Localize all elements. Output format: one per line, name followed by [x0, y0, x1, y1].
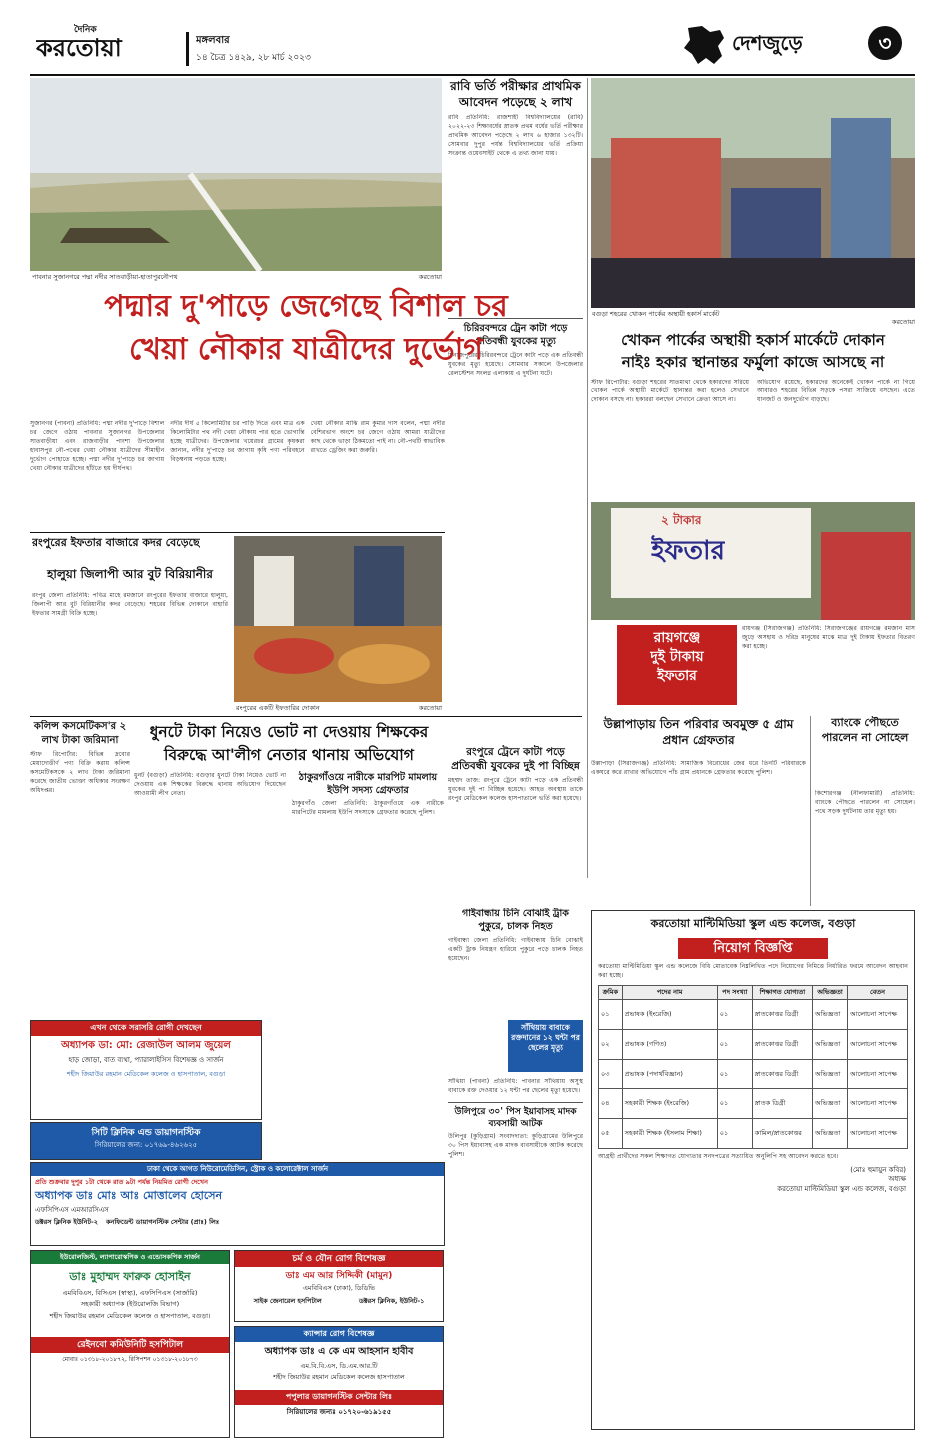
khokon-body-2: অভিযোগ রয়েছে, হকারদের অনেকেই খোকন পার্কে না গিয়ে আবারও শহরের বিভিন্ন সড়কে পসরা সাজিয়ে বসছেন। এতে যানজট ও জনদুর্ভোগ বাড়ছে। — [757, 378, 915, 404]
raiganj-headline-1: রায়গঞ্জে — [653, 630, 701, 646]
two-taka-iftar-photo — [591, 502, 915, 620]
raiganj-headline-2: দুই টাকায় — [650, 648, 704, 665]
ulipur-headline: উলিপুরে ৩০' পিস ইয়াবাসহ মাদক ব্যবসায়ী আটক — [448, 1102, 583, 1130]
hawkers-photo-credit: করতোয়া — [891, 318, 915, 326]
notice-footer: আগ্রহী প্রার্থীদের সকল শিক্ষাগত যোগ্যতার সনদপত্রের সত্যায়িত অনুলিপি সহ আবেদন করতে হবে। — [598, 1152, 839, 1160]
notice-table-cell: আলোচনা সাপেক্ষ — [848, 1089, 908, 1119]
page-number: ৩ — [868, 26, 902, 60]
collins-story — [30, 720, 130, 1010]
notice-table-cell: অভিজ্ঞতা — [813, 1119, 848, 1149]
ad3-title: ঢাকা থেকে আগত নিউরোমেডিসিন, স্ট্রোক ও কলোরেক্টাল সার্জন — [31, 1163, 444, 1176]
main-headline-block — [30, 284, 582, 414]
ad4-clinic2: ডক্টরস ক্লিনিক, ইউনিট-১ — [358, 1297, 425, 1306]
notice-table-cell: ০১ — [717, 1000, 752, 1030]
two-taka-banner-top: ২ টাকার — [661, 513, 702, 527]
ad6-title: ক্যান্সার রোগ বিশেষজ্ঞ — [235, 1327, 443, 1342]
khokon-body: স্টাফ রিপোর্টার: বগুড়া শহরের সাতমাথা থেকে হকারদের সরিয়ে খোকন পার্কে অস্থায়ী মার্কেটে স্থানান্তর করা হলেও সেখানে দোকান বসছে না। হকাররা বলছেন সেখানে ক্রেতা আসে না। — [591, 378, 749, 404]
ad-skin-specialist — [234, 1250, 444, 1322]
rangpur-headline: হালুয়া জিলাপী আর বুট বিরিয়ানীর — [47, 567, 213, 581]
ullapara-headline: উল্লাপাড়ায় তিন পরিবার অবমুক্ত ৫ গ্রাম প্রধান গ্রেফতার — [603, 717, 794, 748]
notice-table-cell: ০৫ — [599, 1119, 623, 1149]
main-story-col3: খেয়া নৌকার মাঝি রাম কুমার দাস বলেন, পদ্মা নদীর বেশিরভাগ অংশে চর জেগে ওঠায় আমরা যাত্রীদের কাছ থেকে ভাড়া ঠিকমতো পাই না। নৌ-পথটি স্বাভাবিক রাখতে ড্রেজিং করা জরুরি। — [310, 420, 445, 454]
notice-table-cell: ০১ — [599, 1000, 623, 1030]
collins-headline: কলিন্স কসমেটিকস'র ২ লাখ টাকা জরিমানা — [33, 721, 127, 746]
iftar-photo-credit: করতোয়া — [418, 704, 442, 712]
paper-logo-title: করতোয়া — [36, 33, 122, 63]
dhunat-headline-2: বিরুদ্ধে আ'লীগ নেতার থানায় অভিযোগ — [164, 744, 414, 764]
padma-photo-caption: পাবনার সুজানগরে পদ্মা নদীর সাতবাড়ীয়া-হাতাপুরনৌপথ — [32, 273, 178, 281]
notice-table-cell: প্রভাষক (ইংরেজি) — [622, 1000, 717, 1030]
ad1-name: অধ্যাপক ডা: মো: রেজাউল আলম জুয়েল — [61, 1039, 231, 1051]
rabi-headline: রাবি ভর্তি পরীক্ষার প্রাথমিক আবেদন পড়েছে ২ লাখ — [450, 79, 581, 110]
notice-table-header: পদের নাম — [622, 986, 717, 1000]
ad3-deg: এফসিপিএস এমআরসিএস — [35, 1206, 109, 1215]
main-story-col2: নদীর দীর্ঘ ৫ কিলোমিটার চর পাড়ি দিতে এবং মাত্র এক কিলোমিটার পথ নদী খেয়া নৌকায় পার হতে ভোগান্তি হচ্ছে যাত্রীদের। উপজেলার খয়েরচর গ্রামের কৃষকরা জানান, নদীর দু'পাড়ে চর জাগায় কৃষি পণ্য পরিবহনে বিড়ম্বনায় পড়তে হচ্ছে। — [170, 420, 305, 463]
ad1-title: এখন থেকে সরাসরি রোগী দেখছেন — [31, 1021, 261, 1036]
main-headline-1: পদ্মার দু'পাড়ে জেগেছে বিশাল চর — [104, 289, 508, 324]
notice-title: নিয়োগ বিজ্ঞপ্তি — [678, 938, 828, 960]
raiganj-headline-box — [617, 625, 737, 705]
notice-table-header: ক্রমিক — [599, 986, 623, 1000]
main-story-col1: সুজানগর (পাবনা) প্রতিনিধি: পদ্মা নদীর দু'পাড়ে বিশাল চর জেগে ওঠায় পাবনার সুজানগর উপজেলার সাতবাড়ীয়া এবং রাজবাড়ীর পাংশা উপজেলার হাবাসপুর নৌ-পথের খেয়া নৌকার যাত্রীদের সীমাহীন দুর্ভোগ পোহাতে হচ্ছে। পদ্মা নদীর দু'পাড়ে চর জাগায় খেয়া নৌকার যাত্রীদের হাঁটতে হয় দীর্ঘপথ। — [30, 420, 165, 472]
notice-table-row — [599, 1119, 908, 1149]
notice-table-cell: ০৩ — [599, 1059, 623, 1089]
sathia-headline: সাঁথিয়ায় বাবাকে রক্তদানের ১২ ঘন্টা পর ছেলের মৃত্যু — [511, 1023, 580, 1053]
iftar-photo-caption: রংপুরের একটি ইফতারির দোকান — [236, 704, 320, 712]
padma-river-photo — [30, 78, 442, 271]
notice-table-cell: অভিজ্ঞতা — [813, 1059, 848, 1089]
ad4-name: ডাঃ এম আর সিদ্দিকী (মামুন) — [285, 1271, 393, 1282]
rail-story — [448, 745, 583, 895]
khokon-story — [591, 330, 915, 500]
dhunat-body: ধুনট (বগুড়া) প্রতিনিধি: বগুড়ার ধুনটে টাকা নিয়েও ভোট না দেওয়ায় এক শিক্ষকের বিরুদ্ধে থানায় অভিযোগ দিয়েছেন আওয়ামী লীগ নেতা। — [134, 771, 286, 797]
ad3-time: প্রতি শুক্রবার দুপুর ১টা থেকে রাত ৯টা পর্যন্ত নিয়মিত রোগী দেখেন — [35, 1178, 208, 1187]
hawkers-photo-caption: বগুড়া শহরের খোকন পার্কের অস্থায়ী হকার্স মার্কেট — [592, 310, 720, 318]
notice-table-header: শিক্ষাগত যোগ্যতা — [752, 986, 812, 1000]
notice-table-cell: স্নাতক ডিগ্রী — [752, 1089, 812, 1119]
thakurgaon-headline: ঠাকুরগাঁওয়ে নারীকে মারপিট মামলায় ইউপি সদস্য গ্রেফতার — [298, 771, 438, 796]
ad-mottaleb-hossain — [30, 1162, 445, 1246]
chirirbandar-body: দিনাজপুরের চিরিরবন্দরে ট্রেনে কাটা পড়ে এক প্রতিবন্ধী যুবকের মৃত্যু হয়েছে। সোমবার সকালে উপজেলার রেলস্টেশন সংলগ্ন এলাকায় এ দুর্ঘটনা ঘটে। — [448, 352, 583, 377]
ad5-phone: মোবাঃ ০১৩১৮-২০১৮৭২, রিসিপশন ০১৩১৮-২০১৮৭৩ — [62, 1356, 198, 1364]
notice-table-cell: স্নাতকোত্তর ডিগ্রী — [752, 1029, 812, 1059]
paper-logo — [36, 24, 176, 70]
ad6-deg: এম.বি.বি.এস, ডি.এম.আর.টি — [300, 1361, 378, 1370]
collins-body: স্টাফ রিপোর্টার: বিভিন্ন দ্রব্যের মেয়াদোত্তীর্ণ পণ্য বিক্রি করায় কলিন্স কসমেটিকসকে ২ লাখ টাকা জরিমানা করেছে জাতীয় ভোক্তা অধিকার সংরক্ষণ অধিদপ্তর। — [30, 751, 130, 794]
notice-table-cell: ০১ — [717, 1059, 752, 1089]
ad-farque-hossain — [30, 1250, 230, 1438]
ad5-name: ডাঃ মুহাম্মদ ফারুক হোসাইন — [69, 1269, 191, 1283]
masthead-divider — [186, 32, 189, 66]
notice-table-cell: প্রভাষক (গণিত) — [622, 1029, 717, 1059]
khokon-headline-1: খোকন পার্কের অস্থায়ী হকার্স মার্কেটে দোকান — [621, 331, 885, 349]
notice-table-cell: আলোচনা সাপেক্ষ — [848, 1000, 908, 1030]
notice-table-cell: স্নাতকোত্তর ডিগ্রী — [752, 1059, 812, 1089]
mid-rule — [30, 716, 582, 717]
ad6-center: পপুলার ডায়াগনস্টিক সেন্টার লিঃ — [235, 1390, 443, 1405]
main-headline-2: খেয়া নৌকার যাত্রীদের দুর্ভোগ — [129, 332, 483, 367]
two-taka-iftar-image — [591, 502, 915, 620]
notice-table-cell: কামিল/স্নাতকোত্তর — [752, 1119, 812, 1149]
chirirbandar-headline: চিরিরবন্দরে ট্রেন কাটা পড়ে প্রতিবন্ধী যুবকের মৃত্যু — [448, 318, 583, 349]
ad5-hosp: রেইনবো কমিউনিটি হসপিটাল — [31, 1337, 229, 1353]
section-name: দেশজুড়ে — [732, 31, 803, 55]
sathia-headline-box — [508, 1020, 583, 1072]
paper-logo-small: দৈনিক — [74, 25, 97, 35]
raiganj-headline-3: ইফতার — [657, 667, 697, 684]
notice-table-header: বেতন — [848, 986, 908, 1000]
dhunat-story — [134, 722, 444, 1012]
ad1-spec: হাড় জোড়া, বাত ব্যথা, প্যারালাইসিস বিশেষজ্ঞ ও সার্জন — [68, 1056, 224, 1065]
ad3-name: অধ্যাপক ডাঃ মোঃ আঃ মোত্তালেব হোসেন — [35, 1189, 223, 1203]
two-taka-banner-main: ইফতার — [651, 536, 725, 566]
notice-table-cell: অভিজ্ঞতা — [813, 1089, 848, 1119]
ad5-title: ইউরোলজিস্ট, ল্যাপারোস্কপিক ও এন্ডোসকপিক সার্জন — [31, 1251, 229, 1264]
ulipur-body: উলিপুর (কুড়িগ্রাম) সংবাদদাতা: কুড়িগ্রামের উলিপুরে ৩০ পিস ইয়াবাসহ এক মাদক ব্যবসায়ীকে আটক করেছে পুলিশ। — [448, 1133, 583, 1159]
ad2-title: সিটি ক্লিনিক এন্ড ডায়াগনস্টিক — [91, 1128, 201, 1138]
gaibandha-body: গাইবান্ধা জেলা প্রতিনিধি: গাইবান্ধায় চিনি বোঝাই একটি ট্রাক নিয়ন্ত্রণ হারিয়ে পুকুরে পড়ে চালক নিহত হয়েছেন। — [448, 936, 583, 962]
rangpur-body: রংপুর জেলা প্রতিনিধি: পবিত্র মাহে রমজানে রংপুরের ইফতার বাজারে হালুয়া, জিলাপী আর বুট বিরিয়ানীর কদর বেড়েছে। শহরের বিভিন্ন দোকানে বাহারি ইফতার সামগ্রী বিক্রি হচ্ছে। — [32, 592, 228, 617]
rabi-story — [448, 78, 583, 478]
ad2-phone: সিরিয়ালের জন্য: ০১৭৬৯-৪৬২৬২৫ — [94, 1141, 198, 1150]
ad3-diag: কনফিডেন্ট ডায়াগনস্টিক সেন্টার (প্রাঃ) লিঃ — [106, 1218, 220, 1227]
ad6-name: অধ্যাপক ডাঃ এ কে এম আহসান হাবীব — [264, 1345, 414, 1357]
ullapara-rule — [810, 716, 811, 906]
column-rule — [587, 78, 588, 878]
notice-table-cell: আলোচনা সাপেক্ষ — [848, 1029, 908, 1059]
rangpur-rule — [30, 532, 445, 533]
notice-table-header: পদ সংখ্যা — [717, 986, 752, 1000]
padma-photo-credit: করতোয়া — [418, 273, 442, 281]
dhunat-headline-1: ধুনটে টাকা নিয়েও ভোট না দেওয়ায় শিক্ষকের — [149, 722, 429, 741]
rabi-body: রাবি প্রতিনিধি: রাজশাহী বিশ্ববিদ্যালয়ের (রাবি) ২০২২-২৩ শিক্ষাবর্ষের স্নাতক প্রথম বর্ষের ভর্তি পরীক্ষার প্রাথমিক আবেদন পড়েছে ২ লাখ ৬ হাজার ১৩২টি। সোমবার দুপুর পর্যন্ত বিশ্ববিদ্যালয়ের ভর্তি প্রক্রিয়া সংক্রান্ত ওয়েবসাইট থেকে এ তথ্য জানা যায়। — [448, 114, 583, 158]
masthead-date: ১৪ চৈত্র ১৪২৯, ২৮ মার্চ ২০২৩ — [196, 53, 311, 63]
ad-city-clinic — [30, 1122, 262, 1160]
notice-table-row — [599, 1059, 908, 1089]
notice-table-cell: ০২ — [599, 1029, 623, 1059]
notice-table-cell: ০১ — [717, 1119, 752, 1149]
ad5-role: সহকারী অধ্যাপক (ইউরোলজি বিভাগ) — [80, 1300, 180, 1309]
ad6-place: শহীদ জিয়াউর রহমান মেডিকেল কলেজ হাসপাতাল — [273, 1373, 405, 1382]
notice-table-cell: ০৪ — [599, 1089, 623, 1119]
ad6-phone: সিরিয়ালের জন্যঃ ০১৭২০-৬১৯১৫৫ — [286, 1407, 392, 1416]
raiganj-body: রায়গঞ্জ (সিরাজগঞ্জ) প্রতিনিধি: সিরাজগঞ্জের রায়গঞ্জে রমজান মাস জুড়ে অসহায় ও দরিদ্র মানুষের মাঝে মাত্র দুই টাকায় ইফতার বিতরণ করা হচ্ছে। — [742, 625, 915, 650]
notice-table-row — [599, 1029, 908, 1059]
hawkers-market-photo — [591, 78, 915, 308]
notice-sign-role: অধ্যক্ষ — [888, 1175, 906, 1184]
notice-org: করতোয়া মাল্টিমিডিয়া স্কুল এন্ড কলেজ, বগুড়া — [650, 917, 856, 930]
main-story-body — [30, 420, 445, 530]
notice-table-row — [599, 1089, 908, 1119]
masthead-day: মঙ্গলবার — [196, 35, 230, 46]
notice-table-cell: অভিজ্ঞতা — [813, 1029, 848, 1059]
bangladesh-map-icon — [680, 24, 728, 68]
notice-table — [598, 985, 908, 1149]
rail-headline: রংপুরে ট্রেনে কাটা পড়ে প্রতিবন্ধী যুবকের দুই পা বিচ্ছিন্ন — [451, 746, 580, 773]
rangpur-tag: রংপুরের ইফতার বাজারে কদর বেড়েছে — [32, 536, 200, 549]
bank-body: কিশোরগঞ্জ (নীলফামারী) প্রতিনিধি: ব্যাংকে পৌছতে পারলেন না সোহেল। পথে সড়ক দুর্ঘটনায় তার মৃত্যু হয়। — [815, 790, 915, 815]
notice-table-cell: ০১ — [717, 1029, 752, 1059]
ad5-place: শহীদ জিয়াউর রহমান মেডিকেল কলেজ ও হাসপাতাল, বগুড়া। — [49, 1312, 211, 1321]
notice-table-cell: সহকারী শিক্ষক (ইসলাম শিক্ষা) — [622, 1119, 717, 1149]
ad-cancer-specialist — [234, 1326, 444, 1438]
thakurgaon-body: ঠাকুরগাঁও জেলা প্রতিনিধি: ঠাকুরগাঁওয়ে এক নারীকে মারপিটের মামলায় ইউপি সদস্যকে গ্রেফতার করেছে পুলিশ। — [292, 800, 444, 817]
notice-table-cell: আলোচনা সাপেক্ষ — [848, 1059, 908, 1089]
notice-table-cell: অভিজ্ঞতা — [813, 1000, 848, 1030]
bank-headline: ব্যাংকে পৌছতে পারলেন না সোহেল — [821, 716, 909, 744]
khokon-headline-2: নাইঃ হকার স্থানান্তর ফর্মুলা কাজে আসছে না — [621, 353, 885, 372]
notice-table-cell: ০১ — [717, 1089, 752, 1119]
masthead — [0, 0, 945, 74]
notice-sign-name: (মোঃ হুমায়ুন কবির) — [850, 1165, 906, 1174]
masthead-rule — [30, 74, 915, 76]
notice-table-cell: স্নাতকোত্তর ডিগ্রী — [752, 1000, 812, 1030]
gaibandha-story — [448, 908, 583, 1018]
ad4-title: চর্ম ও যৌন রোগ বিশেষজ্ঞ — [235, 1251, 443, 1267]
ad-rezaul-alam — [30, 1020, 262, 1120]
ad3-clinic: ডক্টরস ক্লিনিক ইউনিট-২ — [35, 1218, 98, 1227]
notice-sign-org: করতোয়া মাল্টিমিডিয়া স্কুল এন্ড কলেজ, বগুড়া — [777, 1184, 906, 1193]
notice-table-header: অভিজ্ঞতা — [813, 986, 848, 1000]
ad5-deg: এমবিবিএস, বিসিএস (স্বাস্থ্য), এফসিপিএস (সার্জারি) — [62, 1288, 198, 1297]
ad1-place: শহীদ জিয়াউর রহমান মেডিকেল কলেজ ও হাসপাতাল, বগুড়া — [66, 1069, 226, 1078]
notice-table-cell: প্রভাষক (পদার্থবিজ্ঞান) — [622, 1059, 717, 1089]
iftar-shop-photo — [234, 536, 442, 702]
notice-intro: করতোয়া মাল্টিমিডিয়া স্কুল এন্ড কলেজে বিধি মোতাবেক নিম্নলিখিত পদে নিয়োগের নিমিত্তে নির্ধারিত ফরমে আবেদন আহবান করা হচ্ছে। — [598, 963, 908, 980]
ullapara-body: উল্লাপাড়া (সিরাজগঞ্জ) প্রতিনিধি: সামাজিক বিরোধের জের ধরে তিনটি পরিবারকে একঘরে করে রাখার অভিযোগে পাঁচ গ্রাম প্রধানকে গ্রেফতার করেছে পুলিশ। — [591, 760, 806, 776]
gaibandha-headline: গাইবান্ধায় চিনি বোঝাই ট্রাক পুকুরে, চালক নিহত — [462, 908, 569, 932]
notice-table-cell: সহকারী শিক্ষক (ইংরেজি) — [622, 1089, 717, 1119]
recruitment-notice — [591, 910, 915, 1430]
ad4-clinic: সাইক জেনারেল হসপিটাল — [253, 1297, 322, 1306]
notice-table-cell: আলোচনা সাপেক্ষ — [848, 1119, 908, 1149]
sathia-story — [448, 1078, 583, 1418]
rail-body: মহম্মদ তাজ: রংপুরে ট্রেনে কাটা পড়ে এক প্রতিবন্ধী যুবকের দুই পা বিচ্ছিন্ন হয়েছে। আহত অবস্থায় তাকে রংপুর মেডিকেল কলেজ হাসপাতালে ভর্তি করা হয়েছে। — [448, 777, 583, 803]
iftar-shop-image — [234, 536, 442, 702]
padma-river-image — [30, 78, 442, 271]
ad4-deg: এমবিবিএস (ঢাকা), ডিডিভি — [302, 1284, 375, 1293]
notice-table-row — [599, 1000, 908, 1030]
sathia-body: সাঁথিয়া (পাবনা) প্রতিনিধি: পাবনার সাঁথিয়ায় অসুস্থ বাবাকে রক্ত দেওয়ার ১২ ঘন্টা পর ছেলের মৃত্যু হয়েছে। — [448, 1078, 583, 1094]
hawkers-market-image — [591, 78, 915, 308]
